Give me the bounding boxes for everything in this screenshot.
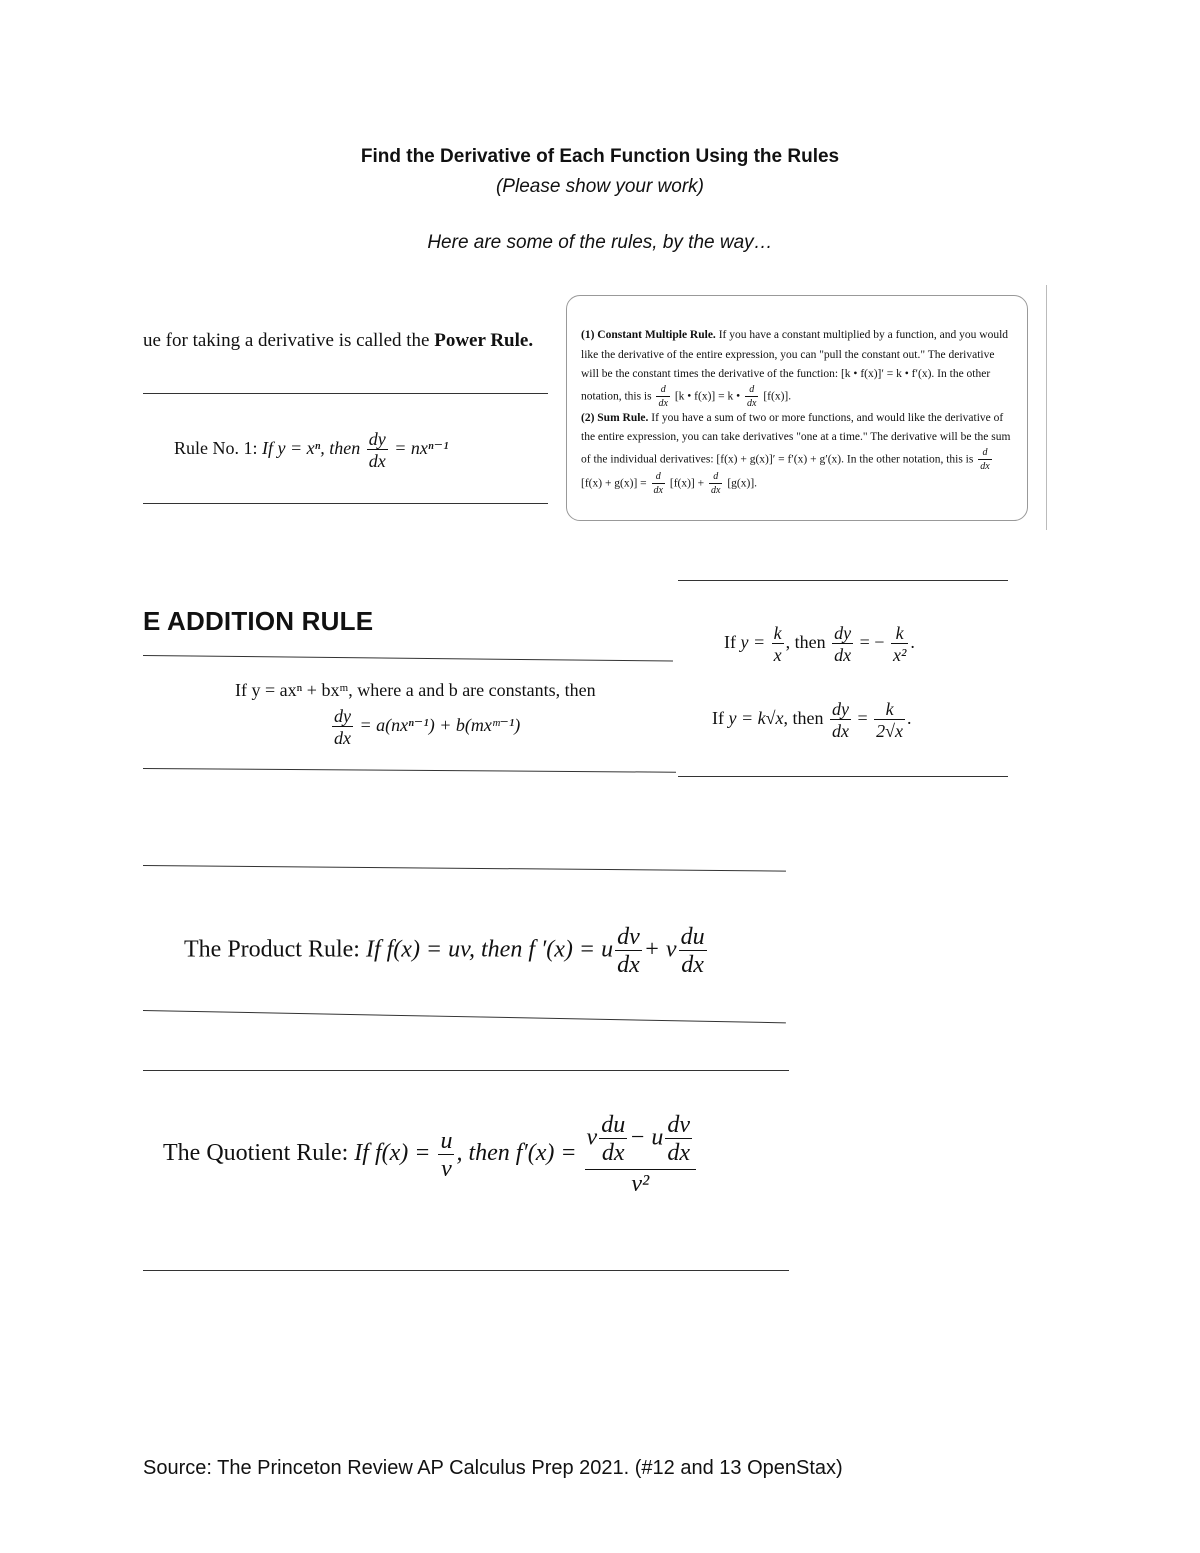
sum-rule-frac-2 [652, 472, 665, 496]
addition-rule-formula [330, 707, 520, 747]
quotient-rule-label: The Quotient Rule: [163, 1140, 349, 1167]
product-rule-dv-dx [615, 925, 642, 977]
k-root-x-then: , then [783, 708, 824, 729]
k-over-x-derivative [832, 624, 853, 664]
power-rule-condition: If y = xⁿ, then [262, 438, 361, 459]
constant-multiple-frac-2 [745, 385, 758, 409]
k-root-x-derivative [830, 700, 851, 740]
frac-den: dx [653, 484, 663, 496]
quotient-minus-u: − u [629, 1124, 664, 1151]
frac-den: dx [667, 1140, 691, 1166]
constant-multiple-text: If you have a constant multiplied by a function, and you would like the derivative of the entire expression, you can "pull the constant out." The derivative will be the constant times the derivative of the function: [k • f(x)]′ = k • f′(x). In the other notation, this is [581, 329, 1009, 403]
quotient-rule-text-b: , then f′(x) = [456, 1140, 577, 1167]
page-subtitle: (Please show your work) [495, 176, 705, 197]
frac-num: du [601, 1112, 626, 1138]
product-rule-plus-v: + v [643, 936, 677, 963]
frac-den: dx [832, 721, 849, 741]
frac-num: dv [667, 1112, 691, 1138]
frac-num: d [978, 448, 991, 460]
frac-num: k [773, 623, 782, 643]
product-rule-divider-top [143, 865, 786, 872]
frac-den: dx [681, 952, 704, 978]
sum-rule-text: If you have a sum of two or more functions, and would like the derivative of the entire expression, you can take derivatives "one at a time." The derivative will be the sum of the individual derivatives: [f(x) + g(x)]′ = f′(x) + g′(x). In the other notation, this is [581, 411, 1011, 466]
power-rule-label: Rule No. 1: [174, 438, 258, 459]
product-rule-divider-bottom [143, 1010, 786, 1023]
k-over-x-rule [724, 624, 915, 664]
quotient-num-v: v [586, 1124, 598, 1151]
constant-multiple-text-b: [k • f(x)] = k • [674, 390, 741, 403]
box-right-edge [1046, 285, 1047, 530]
quotient-rule-text-a: If f(x) = [354, 1140, 431, 1167]
k-over-x-if: If [724, 632, 736, 653]
power-rule-heading [143, 330, 533, 352]
addition-rule-result: = a(nxⁿ⁻¹) + b(mxᵐ⁻¹) [359, 715, 521, 736]
product-rule-formula [184, 925, 709, 977]
power-rule-heading-text: ue for taking a derivative is called the [143, 330, 435, 351]
product-rule-du-dx [679, 925, 707, 977]
power-rule-result: = nxⁿ⁻¹ [394, 438, 449, 459]
power-rule-formula [174, 430, 448, 470]
frac-den: dx [617, 952, 640, 978]
k-root-x-rule [712, 700, 912, 740]
frac-num: dy [832, 699, 849, 719]
frac-den: dx [334, 728, 351, 748]
constant-multiple-rule [581, 326, 1015, 409]
frac-num: d [656, 385, 669, 397]
frac-num: d [652, 472, 665, 484]
addition-rule-divider-top [143, 655, 673, 662]
product-rule-u: u [601, 936, 614, 963]
k-rules-divider-bottom [678, 776, 1008, 777]
frac-den: dx [711, 484, 721, 496]
quotient-rule-big-fraction [585, 1113, 697, 1196]
frac-den: dx [747, 397, 757, 409]
intro-text: Here are some of the rules, by the way… [427, 232, 773, 253]
frac-num: dy [334, 706, 351, 726]
k-rules-divider-top [678, 580, 1008, 581]
sum-rule-text-c: [f(x)] + [669, 477, 705, 490]
frac-den: 2√x [876, 721, 904, 741]
quotient-rule-formula [163, 1113, 698, 1196]
addition-rule-text: If y = axⁿ + bxᵐ, where a and b are constants, then [235, 680, 596, 700]
product-rule-text: If f(x) = uv, then f ′(x) = [365, 936, 596, 963]
frac-num: du [680, 924, 705, 950]
frac-num: k [874, 700, 905, 720]
k-root-x-lhs: y = k√x [728, 708, 784, 729]
k-root-x-result [874, 700, 905, 740]
constant-multiple-text-c: [f(x)]. [763, 390, 792, 403]
frac-den: dx [980, 460, 990, 472]
quotient-rule-denominator: v² [631, 1171, 650, 1197]
frac-den: x² [892, 645, 907, 665]
addition-rule-fraction [332, 707, 353, 747]
k-root-x-if: If [712, 708, 724, 729]
frac-den: x [773, 645, 782, 665]
constant-multiple-frac-1 [656, 385, 669, 409]
power-rule-heading-bold: Power Rule. [434, 330, 534, 351]
sum-rule-label: (2) Sum Rule. [581, 411, 649, 424]
source-citation: Source: The Princeton Review AP Calculus Prep 2021. (#12 and 13 OpenStax) [143, 1457, 843, 1479]
addition-rule-heading: E ADDITION RULE [143, 606, 374, 636]
quotient-dv-dx [665, 1113, 692, 1165]
k-over-x-end: . [910, 632, 915, 653]
frac-num: u [440, 1127, 453, 1154]
quotient-rule-divider-bottom [143, 1270, 789, 1271]
power-rule-divider-top [143, 393, 548, 394]
power-rule-frac-num: dy [368, 429, 386, 449]
frac-num: dy [834, 623, 852, 643]
frac-den: dx [834, 645, 852, 665]
sum-rule [581, 409, 1015, 496]
k-over-x-then: , then [785, 632, 826, 653]
k-root-x-eq: = [857, 708, 868, 729]
frac-num: d [709, 472, 722, 484]
k-over-x-result [891, 624, 908, 664]
constant-multiple-label: (1) Constant Multiple Rule. [581, 329, 716, 341]
power-rule-frac-den: dx [368, 451, 386, 471]
addition-rule-divider-bottom [143, 768, 676, 773]
frac-num: dv [617, 924, 640, 950]
sum-rule-text-b: [f(x) + g(x)] = [581, 477, 647, 490]
sum-rule-frac-1 [978, 448, 991, 472]
sum-rule-frac-3 [709, 472, 722, 496]
constant-sum-rules-box [566, 295, 1028, 521]
frac-num: k [891, 624, 908, 644]
quotient-rule-numerator [585, 1113, 697, 1170]
k-over-x-eq: = − [859, 632, 885, 653]
quotient-rule-u-over-v [438, 1129, 454, 1181]
page-title: Find the Derivative of Each Function Using the Rules [360, 146, 840, 167]
frac-den: v [441, 1155, 452, 1182]
quotient-du-dx [599, 1113, 627, 1165]
product-rule-label: The Product Rule: [184, 936, 360, 963]
k-over-x-lhs: y = [740, 632, 766, 653]
power-rule-divider-bottom [143, 503, 548, 504]
k-over-x-fraction [772, 624, 784, 664]
frac-den: dx [601, 1140, 625, 1166]
power-rule-fraction [367, 430, 388, 470]
frac-den: dx [658, 397, 668, 409]
sum-rule-text-d: [g(x)]. [727, 477, 758, 490]
k-root-x-end: . [907, 708, 912, 729]
frac-num: d [745, 385, 758, 397]
quotient-rule-divider-top [143, 1070, 789, 1071]
